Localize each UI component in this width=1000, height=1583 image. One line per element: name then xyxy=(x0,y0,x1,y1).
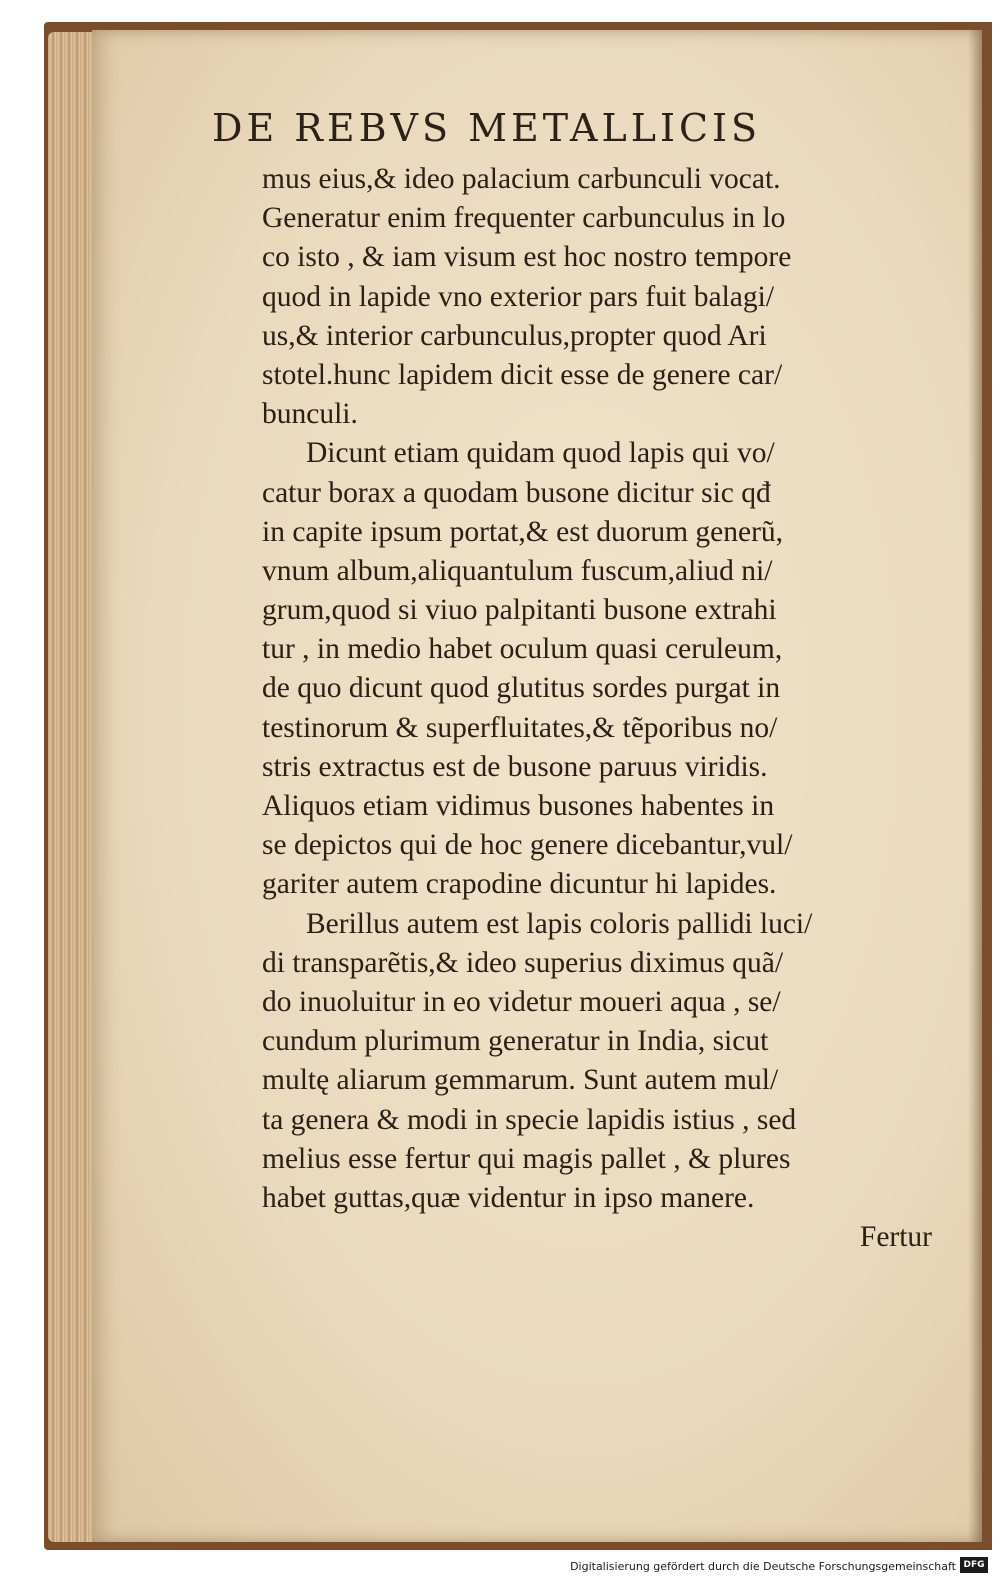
text-line: Berillus autem est lapis coloris pallidi luci/ xyxy=(306,907,813,940)
text-line: bunculi. xyxy=(262,398,358,431)
ink-smudge xyxy=(262,1200,462,1320)
text-line: stris extractus est de busone paruus viridis. xyxy=(262,750,768,783)
page-gutter-shadow xyxy=(968,30,982,1542)
text-line: Dicunt etiam quidam quod lapis qui vo/ xyxy=(306,437,775,470)
text-line: Fertur xyxy=(859,1221,932,1254)
text-line: mus eius,& ideo palacium carbunculi vocat. xyxy=(262,163,781,195)
text-line: di transparẽtis,& ideo superius diximus quã/ xyxy=(262,946,784,979)
digitization-credit: Digitalisierung gefördert durch die Deutsche Forschungsgemeinschaft xyxy=(570,1560,956,1573)
text-line: habet guttas,quæ videntur in ipso manere. xyxy=(262,1181,755,1214)
text-line: de quo dicunt quod glutitus sordes purgat in xyxy=(262,672,781,705)
text-line: Aliquos etiam vidimus busones habentes in xyxy=(262,790,775,822)
text-line: ta genera & modi in specie lapidis istius , sed xyxy=(262,1103,797,1136)
text-line: catur borax a quodam busone dicitur sic qđ xyxy=(262,476,771,509)
text-line: co isto , & iam visum est hoc nostro tempore xyxy=(262,241,792,274)
text-line: cundum plurimum generatur in India, sicut xyxy=(262,1025,769,1058)
text-line: grum,quod si viuo palpitanti busone extrahi xyxy=(262,594,777,627)
dfg-logo: DFG xyxy=(960,1557,988,1573)
text-line: melius esse fertur qui magis pallet , & plures xyxy=(262,1142,791,1175)
text-line: multę aliarum gemmarum. Sunt autem mul/ xyxy=(262,1064,779,1097)
text-line: quod in lapide vno exterior pars fuit balagi/ xyxy=(262,280,775,313)
text-line: in capite ipsum portat,& est duorum generũ, xyxy=(262,515,784,548)
text-line: gariter autem crapodine dicuntur hi lapides. xyxy=(262,868,777,901)
text-line: Generatur enim frequenter carbunculus in lo xyxy=(262,202,786,235)
text-line: vnum album,aliquantulum fuscum,aliud ni/ xyxy=(262,554,773,587)
text-line: testinorum & superfluitates,& tẽporibus no/ xyxy=(262,711,778,744)
text-line: stotel.hunc lapidem dicit esse de genere car/ xyxy=(262,358,783,391)
running-head: DE REBVS METALLICIS xyxy=(212,106,762,150)
text-line: se depictos qui de hoc genere dicebantur,vul/ xyxy=(262,829,793,862)
text-line: us,& interior carbunculus,propter quod Ari xyxy=(262,319,767,352)
body-text xyxy=(262,160,942,1257)
text-line: tur , in medio habet oculum quasi ceruleum, xyxy=(262,633,783,666)
text-line: do inuoluitur in eo videtur moueri aqua , se/ xyxy=(262,985,781,1018)
